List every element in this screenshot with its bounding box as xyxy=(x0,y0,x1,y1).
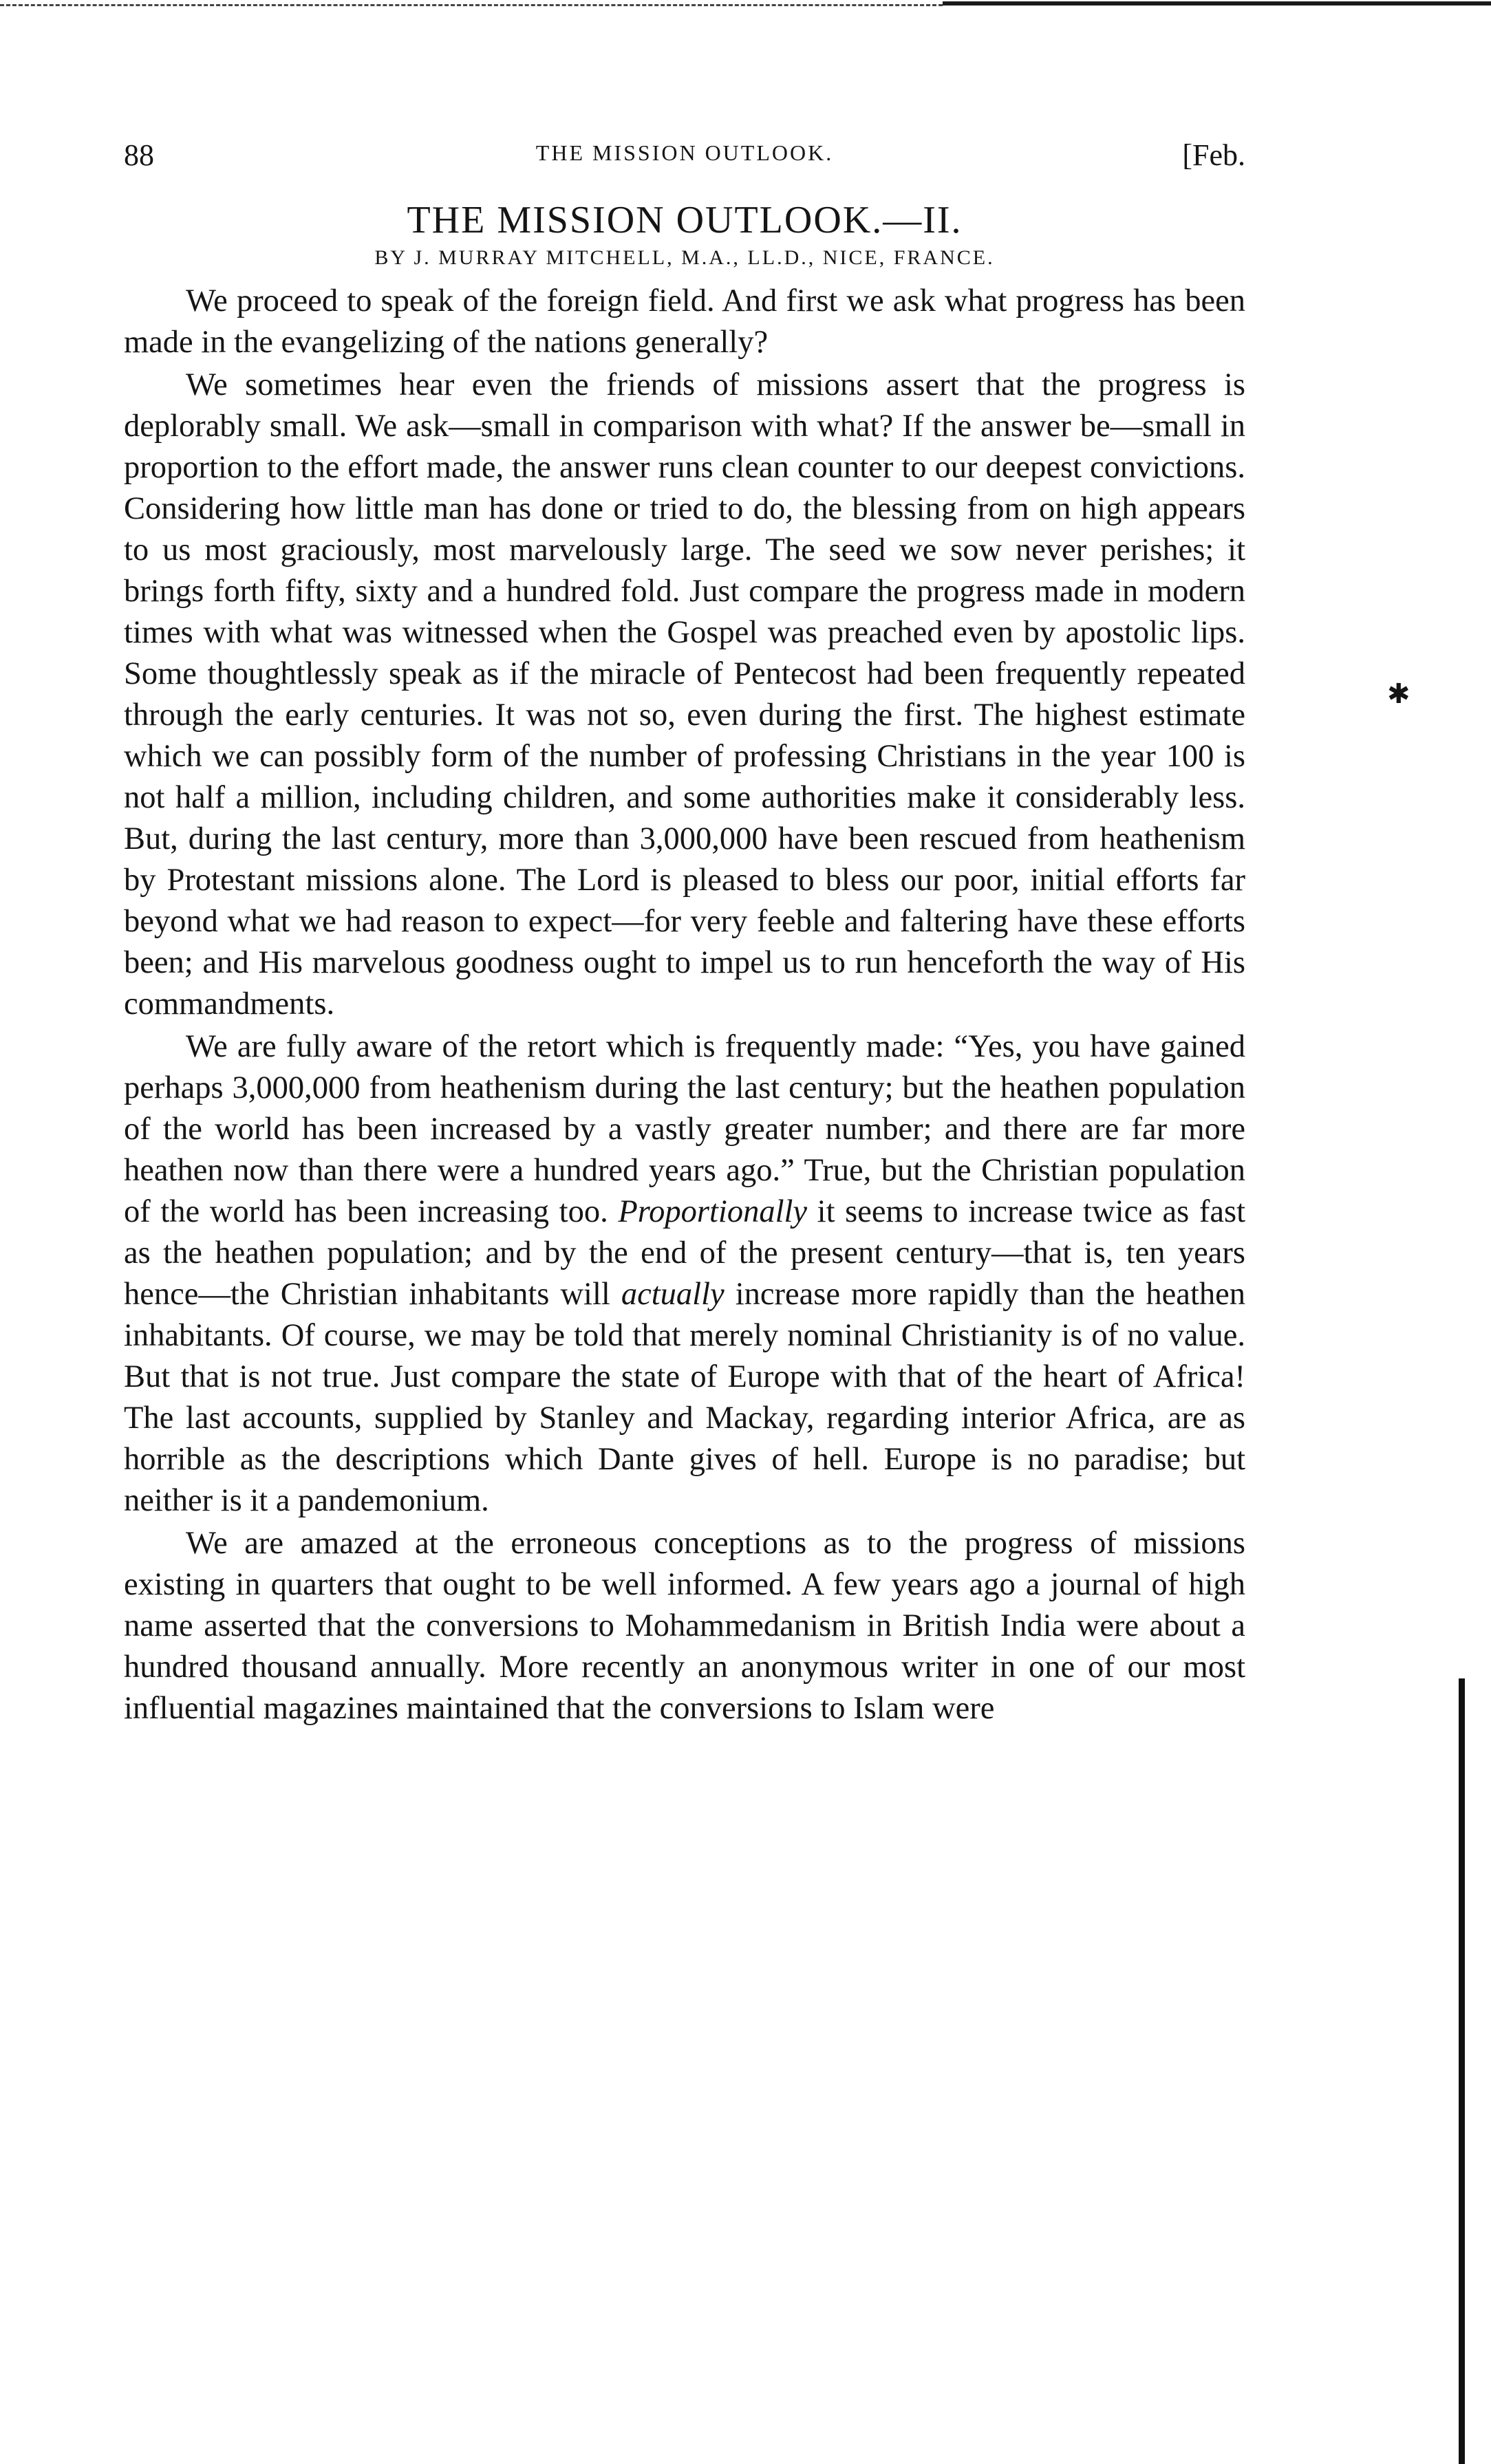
emphasis-proportionally: Proportionally xyxy=(618,1194,808,1229)
article-title: THE MISSION OUTLOOK.—II. xyxy=(407,199,963,241)
top-solid-rule xyxy=(943,1,1491,6)
byline: BY J. MURRAY MITCHELL, M.A., LL.D., NICE, FRANCE. xyxy=(374,246,995,269)
paragraph-3 xyxy=(124,1026,1245,1522)
paragraph-2 xyxy=(124,365,1245,1025)
page xyxy=(124,138,1245,1729)
paragraph-3-text-c: increase more rapidly than the heathen inhabitants. Of course, we may be told that merely nominal Christianity is of no value. But that is not true. Just compare the state of Europe with that of the heart of Africa! The last accounts, supplied by Stanley and Mackay, regarding interior Africa, are as horrible as the descriptions which Dante gives of hell. Europe is no paradise; but neither is it a pandemonium. xyxy=(124,1277,1246,1518)
paragraph-1: We proceed to speak of the foreign field. And first we ask what progress has been made in the evangelizing of the nations generally? xyxy=(124,283,1245,360)
top-dashed-rule xyxy=(0,4,943,6)
paragraph-2-text: We sometimes hear even the friends of missions assert that the progress is deplorably small. We ask—small in comparison with what? If the answer be—small in proportion to the effort made, the answer runs clean counter to our deepest convictions. Considering how little man has done or tried to do, the blessing from on high appears to us most graciously, most marvelously large. The seed we sow never perishes; it brings forth fifty, sixty and a hundred fold. Just compare the progress made in modern times with what was witnessed when the Gospel was preached even by apostolic lips. Some thoughtlessly speak as if the miracle of Pentecost had been frequently repeated through the early centuries. It was not so, even during the first. The highest estimate which we can possibly form of the number of professing Christians in the year 100 is not half a million, including children, and some authorities make it considerably less. But, during the last century, more than 3,000,000 have been rescued from heathenism by Protestant missions alone. The Lord is pleased to bless our poor, initial efforts far beyond what we had reason to expect—for very feeble and faltering have these efforts been; and His marvelous goodness ought to impel us to run henceforth the way of His commandments. xyxy=(124,367,1245,1022)
paragraph-3-text-a: We are fully aware of the retort which is frequently made: “Yes, you have gained perhaps 3,000,000 from heathenism during the last century; but the heathen population of the world has been increased by a vastly greater number; and there are far more heathen now than there were a hundred years ago.” True, but the Christian population of the world has been increasing too. xyxy=(124,1029,1245,1229)
scan-edge-shadow xyxy=(1459,1678,1465,2464)
margin-annotation-mark: ✱ xyxy=(1387,678,1410,709)
page-number: 88 xyxy=(124,138,154,172)
running-title: THE MISSION OUTLOOK. xyxy=(535,140,834,165)
paragraph-4: We are amazed at the erroneous conceptions as to the progress of missions existing in quarters that ought to be well informed. A few years ago a journal of high name asserted that the conversions to Mohammedanism in British India were about a hundred thousand annually. More recently an anonymous writer in one of our most influential magazines maintained that the conversions to Islam were xyxy=(124,1526,1245,1726)
paragraph-3-text-b: it seems to increase twice as fast as the heathen population; and by the end of the present century—that is, ten years hence—the Christian inhabitants will xyxy=(124,1194,1245,1312)
issue-date: [Feb. xyxy=(1182,138,1245,172)
emphasis-actually: actually xyxy=(621,1277,725,1312)
running-head xyxy=(124,138,1245,186)
